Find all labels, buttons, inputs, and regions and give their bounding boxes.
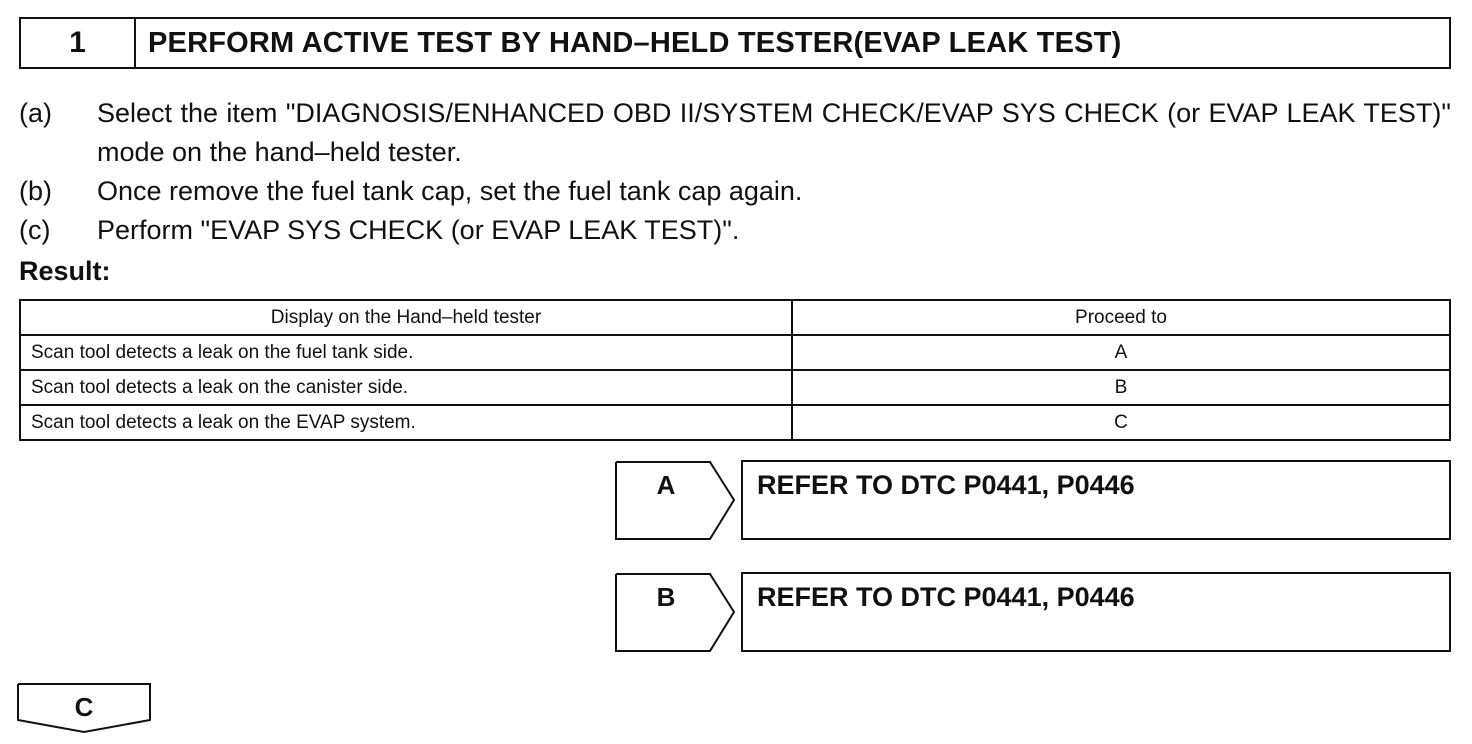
step-number: 1	[21, 19, 136, 67]
branch-action-b: REFER TO DTC P0441, P0446	[741, 572, 1451, 652]
column-header-display: Display on the Hand–held tester	[20, 300, 792, 335]
step-text: Perform "EVAP SYS CHECK (or EVAP LEAK TEST)".	[97, 215, 740, 245]
branch-tag-a	[614, 460, 734, 540]
table-cell-proceed: C	[792, 405, 1450, 440]
procedure-step	[19, 94, 1451, 172]
table-row	[20, 335, 1450, 370]
step-letter: (b)	[19, 176, 52, 206]
table-cell-display: Scan tool detects a leak on the canister side.	[20, 370, 792, 405]
table-cell-proceed: B	[792, 370, 1450, 405]
table-cell-display: Scan tool detects a leak on the EVAP system.	[20, 405, 792, 440]
result-table	[19, 299, 1451, 441]
procedure-step	[19, 211, 1451, 250]
branch-tag-b	[614, 572, 734, 652]
step-letter: (c)	[19, 215, 51, 245]
continue-tag-c	[16, 682, 152, 734]
table-row	[20, 405, 1450, 440]
procedure-step	[19, 172, 1451, 211]
step-title: PERFORM ACTIVE TEST BY HAND–HELD TESTER(EVAP LEAK TEST)	[148, 26, 1122, 59]
table-cell-display: Scan tool detects a leak on the fuel tank side.	[20, 335, 792, 370]
table-row	[20, 370, 1450, 405]
result-label: Result:	[19, 256, 111, 286]
branch-tag-letter: B	[656, 582, 676, 612]
continue-tag-letter: C	[74, 692, 94, 722]
step-text: Once remove the fuel tank cap, set the fuel tank cap again.	[97, 176, 803, 206]
step-text: Select the item "DIAGNOSIS/ENHANCED OBD II/SYSTEM CHECK/EVAP SYS CHECK (or EVAP LEAK TEST)" mode on the hand–held tester.	[97, 98, 1451, 167]
procedure-steps	[19, 94, 1451, 250]
table-header-row	[20, 300, 1450, 335]
branch-action-a: REFER TO DTC P0441, P0446	[741, 460, 1451, 540]
branch-tag-letter: A	[656, 470, 676, 500]
step-header	[19, 17, 1451, 69]
table-cell-proceed: A	[792, 335, 1450, 370]
step-letter: (a)	[19, 98, 52, 128]
column-header-proceed: Proceed to	[792, 300, 1450, 335]
